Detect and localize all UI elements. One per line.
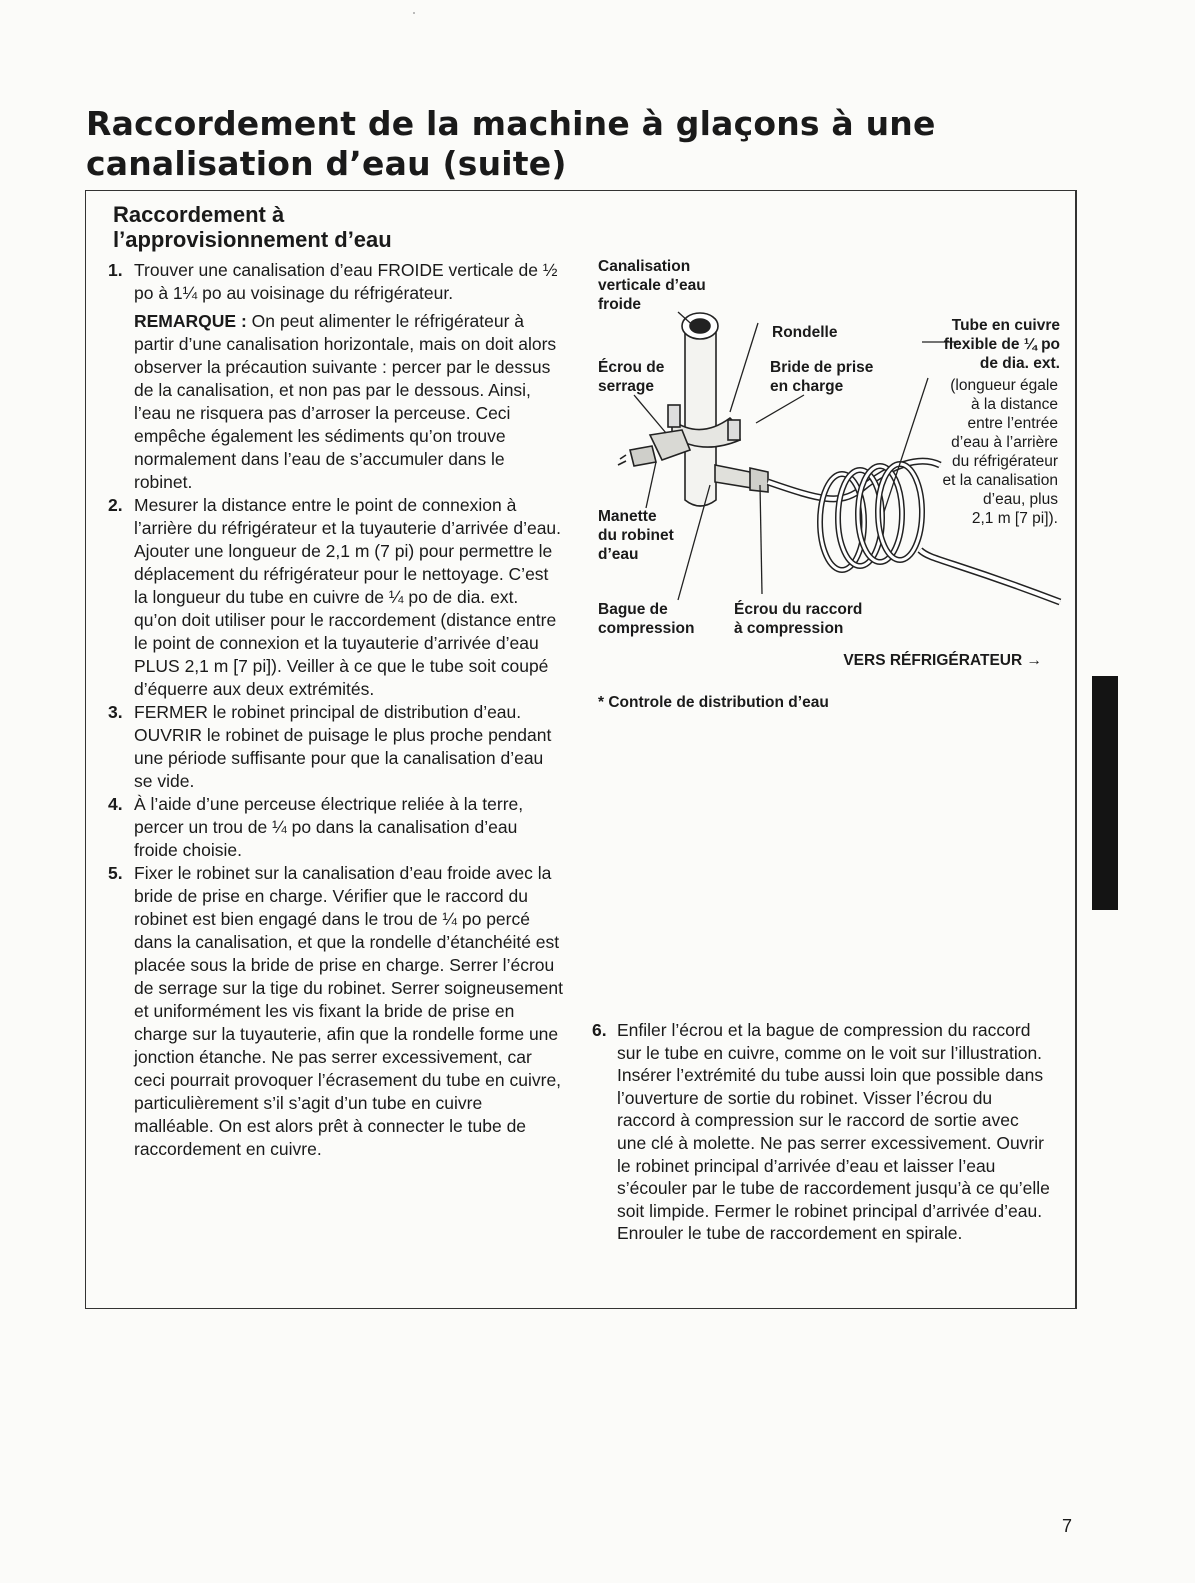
- page-title-line-1: Raccordement de la machine à glaçons à une: [86, 104, 936, 143]
- label-line: à la distance: [970, 396, 1058, 413]
- label-line: flexible de ¼ po: [943, 336, 1060, 353]
- label-line: 2,1 m [7 pi]).: [971, 510, 1058, 527]
- valve-outlet: [715, 465, 752, 488]
- label-line: Bague de: [598, 601, 668, 618]
- label-bride: [770, 358, 873, 396]
- step-number: 4.: [108, 794, 123, 814]
- label-line: à compression: [734, 620, 844, 637]
- label-line: du réfrigérateur: [952, 453, 1058, 470]
- label-vers-refrigerateur: [843, 651, 1042, 670]
- instructions-column: [108, 259, 563, 1161]
- content-frame-right-edge: [1075, 190, 1077, 1309]
- label-line: VERS RÉFRIGÉRATEUR →: [843, 652, 1042, 669]
- label-line: d’eau: [598, 546, 639, 563]
- label-rondelle: [772, 323, 837, 342]
- step-4: [108, 793, 563, 862]
- label-line: serrage: [598, 378, 655, 395]
- label-manette: [598, 507, 674, 564]
- step-6: [592, 1019, 1052, 1245]
- page-title-line-2: canalisation d’eau (suite): [86, 144, 567, 183]
- label-line: compression: [598, 620, 695, 637]
- label-line: de dia. ext.: [979, 355, 1060, 372]
- remarque-label: REMARQUE :: [134, 311, 247, 331]
- section-heading: [113, 202, 392, 252]
- section-heading-line-2: l’approvisionnement d’eau: [113, 227, 392, 252]
- step-1: [108, 259, 563, 494]
- step-text: Mesurer la distance entre le point de connexion à l’arrière du réfrigérateur et la tuyauterie d’arrivée d’eau. Ajouter une longueur de 2,1 m (7 pi) pour permettre le déplacement du réfrigérateur pour le nettoyage. C’est la longueur du tube en cuivre de ¼ po de dia. ext. qu’on doit utiliser pour le raccordement (distance entre le point de connexion et la tuyauterie d’arrivée d’eau PLUS 2,1 m [7 pi]). Veiller à ce que le tube soit coupé d’équerre aux deux extrémités.: [134, 495, 562, 699]
- label-line: verticale d’eau: [598, 277, 706, 294]
- label-line: Écrou de: [598, 359, 665, 376]
- label-bague: [598, 600, 694, 638]
- water-pipe: [685, 328, 716, 506]
- label-ecrou-raccord: [734, 600, 862, 638]
- label-line: (longueur égale: [950, 377, 1058, 394]
- step-3: [108, 701, 563, 793]
- step-text: Trouver une canalisation d’eau FROIDE verticale de ½ po à 1¼ po au voisinage du réfrigérateur.: [134, 260, 558, 303]
- step-text: Fixer le robinet sur la canalisation d’eau froide avec la bride de prise en charge. Vérifier que le raccord du robinet est bien engagé dans le trou de ¼ po percé dans la canalisation, et que la rondelle d’étanchéité est placée sous la bride de prise en charge. Serrer l’écrou de serrage sur la tige du robinet. Serrer soigneusement et uniformément les vis fixant la bride de prise en charge sur la tuyauterie, afin que la rondelle forme une jonction étanche. Ne pas serrer excessivement, car ceci pourrait provoquer l’écrasement du tube en cuivre, particulièrement s’il s’agit d’un tube en cuivre malléable. On est alors prêt à connecter le tube de raccordement en cuivre.: [134, 863, 563, 1159]
- step-text: À l’aide d’une perceuse électrique reliée à la terre, percer un trou de ¼ po dans la canalisation d’eau froide choisie.: [134, 794, 524, 860]
- label-tube: [944, 316, 1060, 373]
- label-line: du robinet: [598, 527, 674, 544]
- step-number: 6.: [592, 1020, 607, 1040]
- step-text: FERMER le robinet principal de distribution d’eau. OUVRIR le robinet de puisage le plus proche pendant une période suffisante pour que la canalisation d’eau se vide.: [134, 702, 552, 791]
- step-number: 2.: [108, 495, 123, 515]
- label-line: entre l’entrée: [967, 415, 1058, 432]
- page-title: [86, 104, 936, 184]
- section-heading-line-1: Raccordement à: [113, 202, 285, 227]
- compression-nut: [750, 468, 768, 492]
- section-tab-marker: [1092, 676, 1118, 910]
- steps-list: [108, 259, 563, 1161]
- label-ecrou-serrage: [598, 358, 664, 396]
- valve-illustration: [590, 250, 1070, 690]
- label-line: et la canalisation: [942, 472, 1058, 489]
- label-line: d’eau à l’arrière: [951, 434, 1058, 451]
- step-number: 5.: [108, 863, 123, 883]
- remarque-note: [134, 310, 563, 494]
- label-line: Rondelle: [772, 324, 838, 341]
- label-line: froide: [598, 296, 642, 313]
- scan-speck: [413, 12, 415, 14]
- label-line: Bride de prise: [770, 359, 874, 376]
- step-number: 1.: [108, 260, 123, 280]
- label-line: d’eau, plus: [983, 491, 1058, 508]
- valve-body: [650, 430, 690, 460]
- remarque-text: On peut alimenter le réfrigérateur à partir d’une canalisation horizontale, mais on doit alors observer la précaution suivante : percer par le dessus de la canalisation, et non pas par le dessous. Ainsi, l’eau ne risquera pas d’arroser la perceuse. Ceci empêche également les sédiments qu’on trouve normalement dans l’eau de s’accumuler dans le robinet.: [134, 311, 557, 492]
- step-text: Enfiler l’écrou et la bague de compression du raccord sur le tube en cuivre, comme on le voit sur l’illustration. Insérer l’extrémité du tube aussi loin que possible dans l’ouverture de sortie du robinet. Visser l’écrou du raccord à compression sur le raccord de sortie avec une clé à molette. Ne pas serrer excessivement. Ouvrir le robinet principal d’arrivée d’eau et laisser l’eau s’écouler par le tube de raccordement jusqu’à ce qu’elle soit limpide. Fermer le robinet principal d’arrivée d’eau. Enrouler le tube de raccordement en spirale.: [617, 1020, 1050, 1244]
- label-line: Canalisation: [598, 258, 691, 275]
- label-tube-note: [898, 376, 1058, 528]
- step-2: [108, 494, 563, 701]
- label-canalisation: [598, 257, 706, 314]
- step-5: [108, 862, 563, 1161]
- figure-caption: * Controle de distribution d’eau: [598, 694, 829, 711]
- step-number: 3.: [108, 702, 123, 722]
- label-line: Manette: [598, 508, 657, 525]
- page-number: 7: [1062, 1516, 1073, 1536]
- label-line: Tube en cuivre: [951, 317, 1060, 334]
- label-line: Écrou du raccord: [734, 601, 863, 618]
- label-line: en charge: [770, 378, 844, 395]
